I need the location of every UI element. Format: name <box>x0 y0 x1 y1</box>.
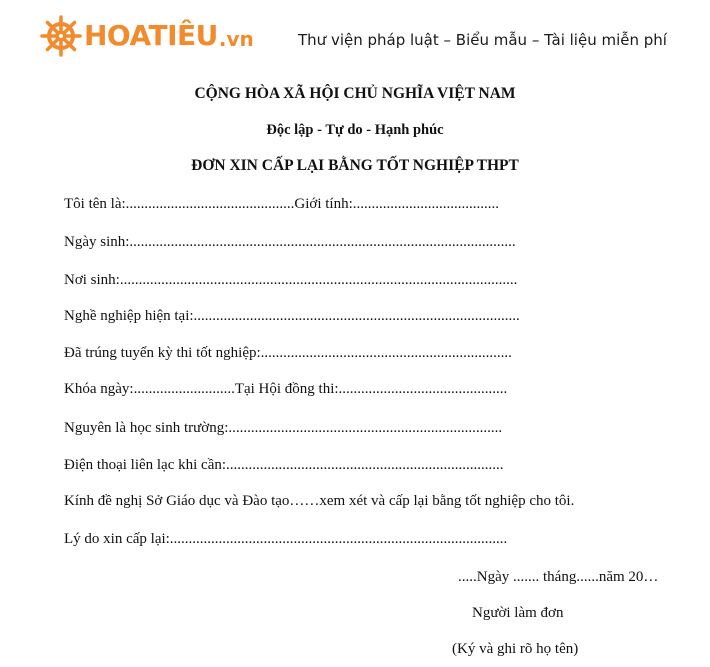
field-birth-date: Ngày sinh:....................................................................................................... <box>64 234 516 250</box>
request-statement: Kính đề nghị Sở Giáo dục và Đào tạo……xem xét và cấp lại bằng tốt nghiệp cho tôi. <box>64 493 575 509</box>
signer-label: Người làm đơn <box>472 605 564 621</box>
site-logo[interactable] <box>40 16 254 56</box>
field-reason: Lý do xin cấp lại:.......................................................................................... <box>64 531 508 547</box>
field-birth-place: Nơi sinh:.......................................................................................................... <box>64 272 518 288</box>
form-title: ĐƠN XIN CẤP LẠI BẰNG TỐT NGHIỆP THPT <box>191 157 519 174</box>
site-tagline: Thư viện pháp luật – Biểu mẫu – Tài liệu miễn phí <box>298 31 667 49</box>
national-title: CỘNG HÒA XÃ HỘI CHỦ NGHĨA VIỆT NAM <box>194 85 516 102</box>
motto: Độc lập - Tự do - Hạnh phúc <box>266 122 444 138</box>
ship-wheel-icon <box>40 15 82 57</box>
date-line: .....Ngày ....... tháng......năm 20… <box>458 569 659 585</box>
field-school: Nguyên là học sinh trường:......................................................................... <box>64 420 503 436</box>
logo-suffix: .vn <box>218 27 254 51</box>
field-name-gender: Tôi tên là:.............................................Giới tính:....................................... <box>64 196 499 212</box>
field-exam-passed: Đã trúng tuyển kỳ thi tốt nghiệp:................................................................... <box>64 345 512 361</box>
field-phone: Điện thoại liên lạc khi cần:.......................................................................... <box>64 457 504 473</box>
field-occupation: Nghề nghiệp hiện tại:....................................................................................... <box>64 308 520 324</box>
signature-note: (Ký và ghi rõ họ tên) <box>452 641 579 657</box>
site-header <box>0 0 710 78</box>
logo-text: HOATIÊU <box>84 19 218 52</box>
field-course-council: Khóa ngày:...........................Tại Hội đồng thi:............................................. <box>64 381 508 397</box>
